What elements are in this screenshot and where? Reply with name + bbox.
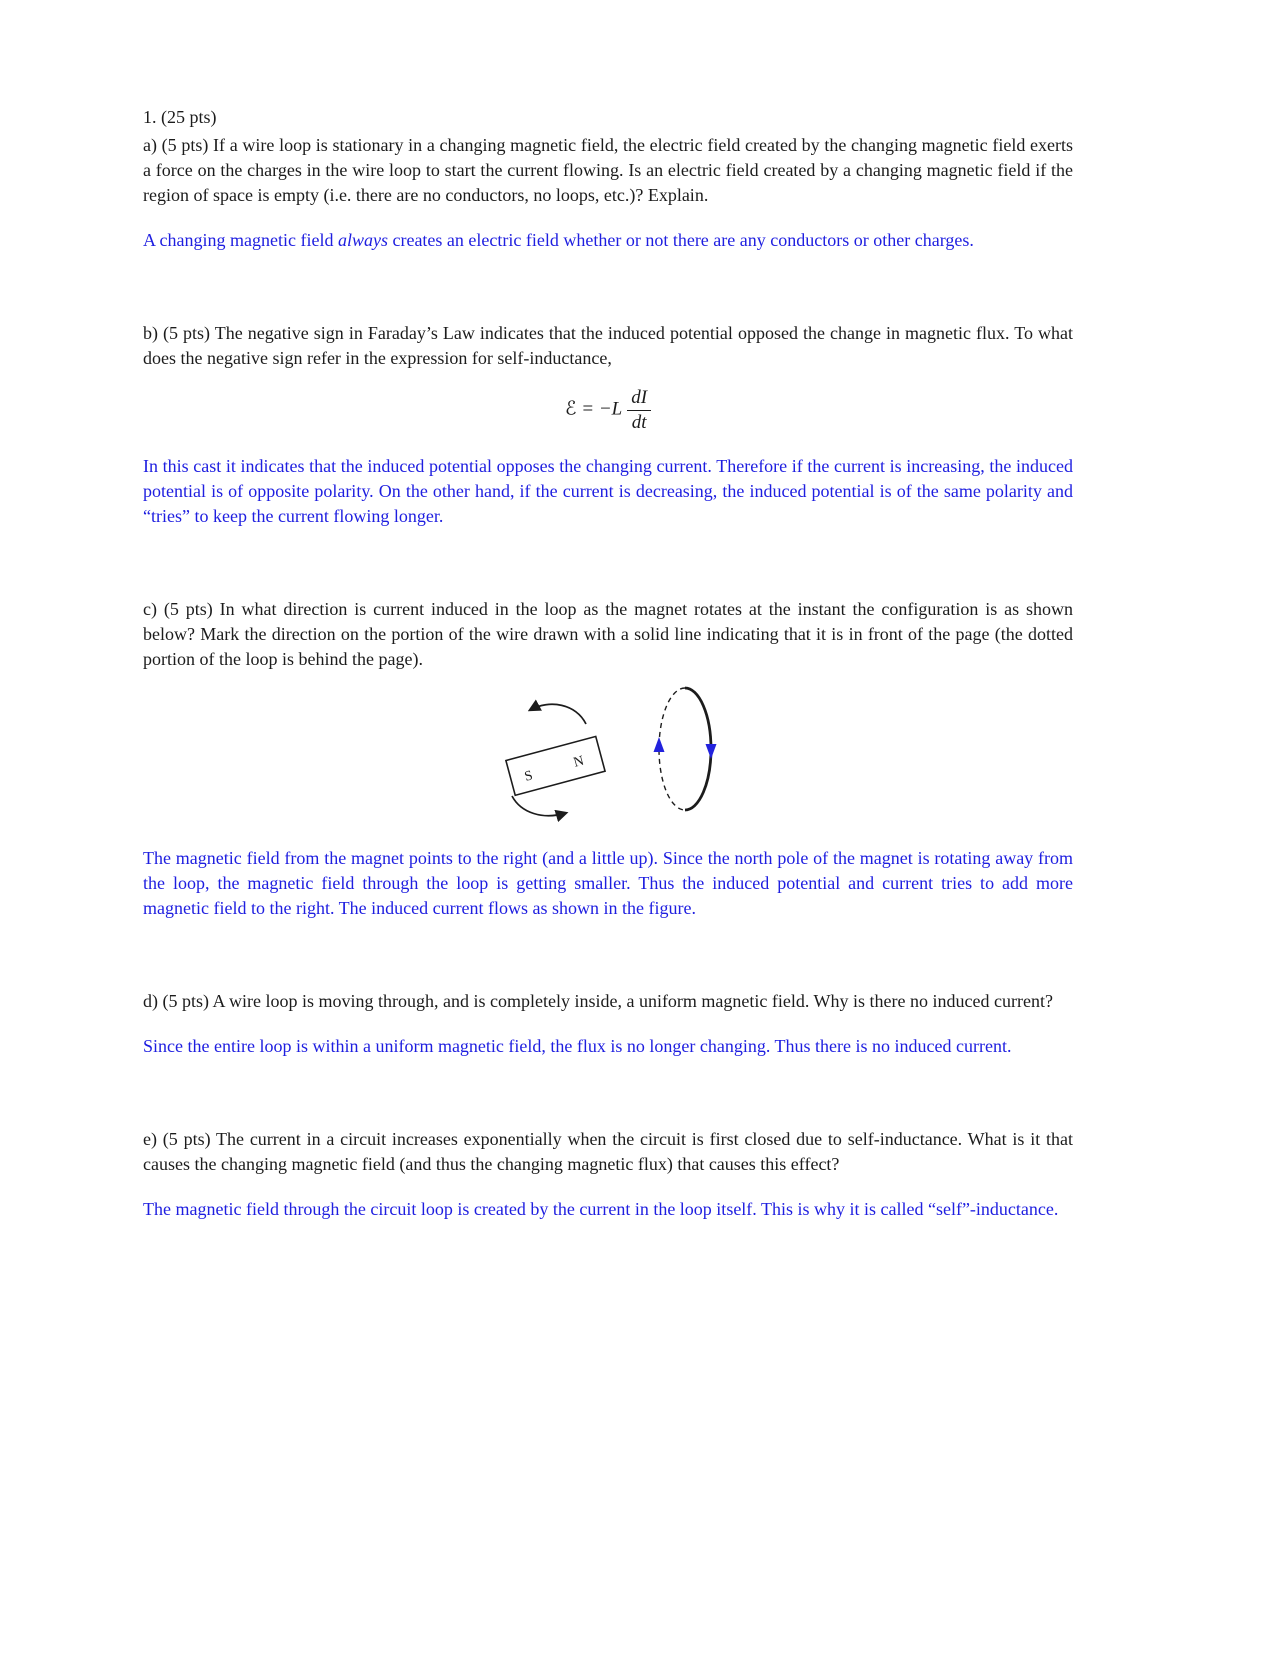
magnet-south-label: S xyxy=(523,768,535,785)
part-c-question: c) (5 pts) In what direction is current induced in the loop as the magnet rotates at the instant the configuration is as shown below? Mark the direction on the portion of the wire drawn with a solid line indicating that it is in front of the page (the dotted portion of the loop is behind the page). xyxy=(143,598,1073,669)
part-b-answer: In this cast it indicates that the induced potential opposes the changing current. Therefore if the current is increasing, the induced potential is of opposite polarity. On the other hand, if the current is decreasing, the induced potential is of the same polarity and “tries” to keep the current flowing longer. xyxy=(143,455,1073,526)
current-arrow-up-back xyxy=(654,737,665,752)
part-c-answer: The magnetic field from the magnet points to the right (and a little up). Since the north pole of the magnet is rotating away from the loop, the magnetic field through the loop is getting smaller. Thus the induced potential and current tries to add more magnetic field to the right. The induced current flows as shown in the figure. xyxy=(143,847,1073,918)
fraction-denominator: dt xyxy=(631,411,647,433)
current-arrow-down-front xyxy=(706,744,717,759)
part-a-answer-italic-word: always xyxy=(337,230,388,250)
part-d-question: d) (5 pts) A wire loop is moving through, and is completely inside, a uniform magnetic field. Why is there no induced current? xyxy=(143,990,1053,1011)
self-inductance-equation xyxy=(143,387,1073,434)
loop-front-solid xyxy=(685,688,711,810)
problem-number: 1. (25 pts) xyxy=(143,107,217,127)
part-d-answer: Since the entire loop is within a uniform magnetic field, the flux is no longer changing. Thus there is no induced current. xyxy=(143,1035,1012,1056)
part-b-question: b) (5 pts) The negative sign in Faraday’s Law indicates that the induced potential opposed the change in magnetic flux. To what does the negative sign refer in the expression for self-inductance, xyxy=(143,323,1073,368)
bar-magnet xyxy=(506,736,605,795)
part-a-answer-text-after: creates an electric field whether or not there are any conductors or other charges. xyxy=(387,230,974,250)
magnet-body xyxy=(506,736,605,795)
magnet-north-label: N xyxy=(572,753,586,771)
part-e-question: e) (5 pts) The current in a circuit increases exponentially when the circuit is first closed due to self-inductance. What is it that causes the changing magnetic field (and thus the changing magnetic flux) that causes this effect? xyxy=(143,1128,1073,1174)
part-a-question: a) (5 pts) If a wire loop is stationary in a changing magnetic field, the electric field created by the changing magnetic field exerts a force on the charges in the wire loop to start the current flowing. Is an electric field created by a changing magnetic field if the region of space is empty (i.e. there are no conductors, no loops, etc.)? Explain. xyxy=(143,135,1073,205)
part-a-answer xyxy=(143,228,1073,253)
emf-symbol: ℰ xyxy=(564,397,577,420)
document-page xyxy=(143,105,1073,1222)
part-a-answer-text-before: A changing magnetic field xyxy=(143,230,338,250)
inductance-coefficient: −L xyxy=(598,398,623,420)
rotation-arrow-top xyxy=(530,704,586,724)
magnet-loop-figure-svg xyxy=(490,686,730,826)
magnet-loop-figure xyxy=(490,686,730,826)
equals-sign: = xyxy=(581,398,595,420)
part-e-answer: The magnetic field through the circuit loop is created by the current in the loop itself. This is why it is called “self”-inductance. xyxy=(143,1198,1059,1219)
rotation-arrow-bottom xyxy=(512,796,566,816)
derivative-fraction xyxy=(627,387,651,434)
fraction-numerator: dI xyxy=(627,387,651,411)
